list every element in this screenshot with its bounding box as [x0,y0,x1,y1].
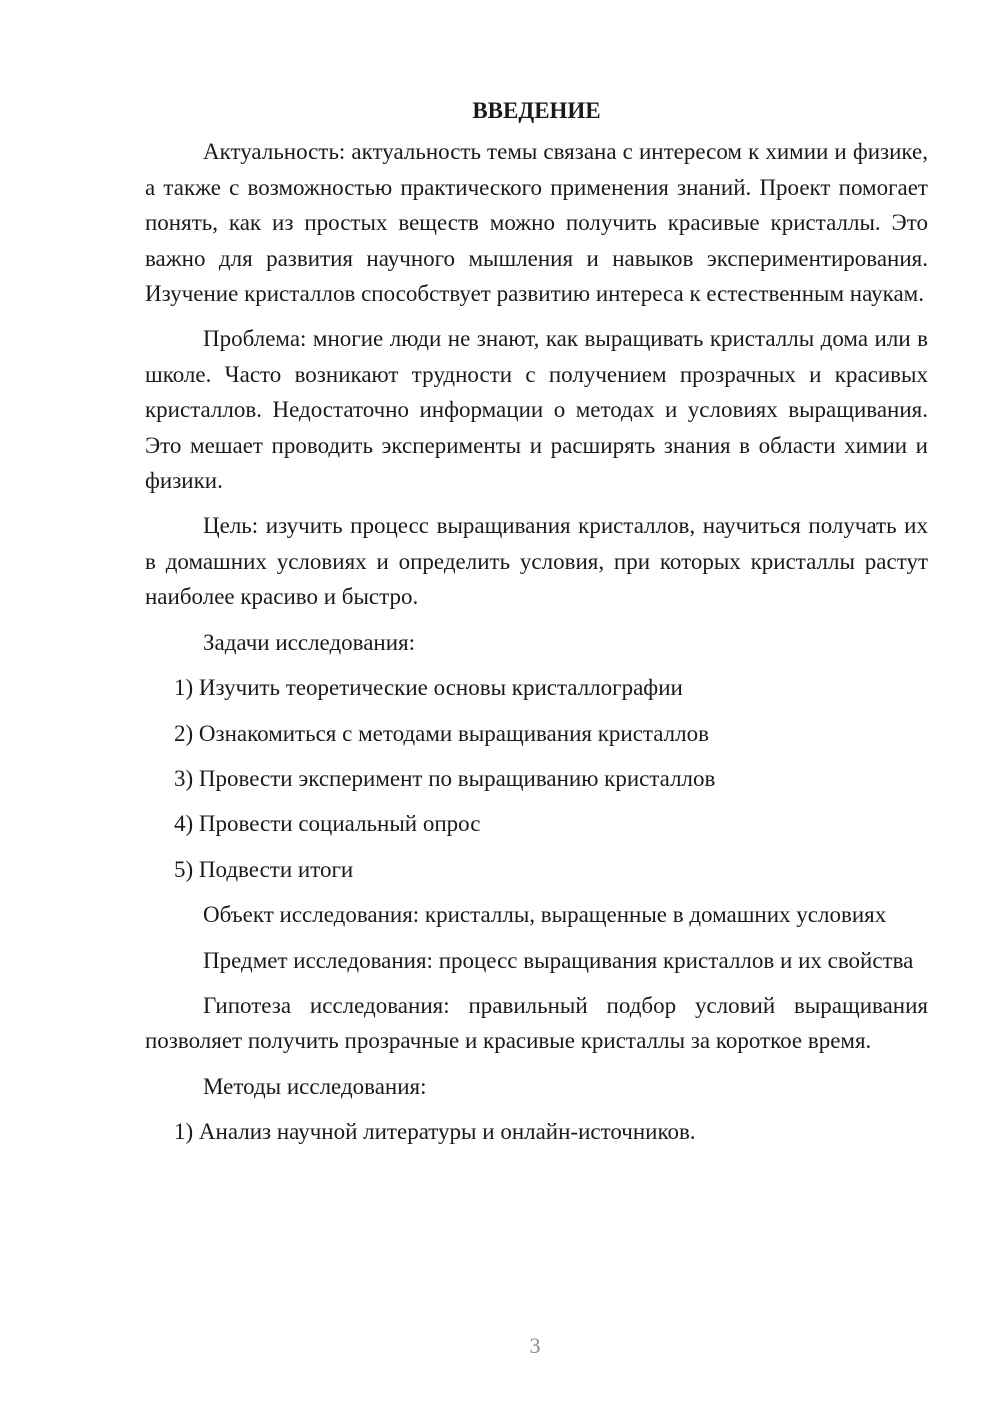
task-item: 2) Ознакомиться с методами выращивания кристаллов [174,720,709,746]
page-content [145,93,928,1160]
object-paragraph: Объект исследования: кристаллы, выращенные в домашних условиях [203,902,887,928]
task-item: 5) Подвести итоги [174,856,354,882]
subject-paragraph: Предмет исследования: процесс выращивания кристаллов и их свойства [203,947,914,973]
hypothesis-paragraph: Гипотеза исследования: правильный подбор условий выращивания позволяет получить прозрачные и красивые кристаллы за короткое время. [145,992,928,1054]
tasks-label: Задачи исследования: [203,629,416,655]
task-item: 1) Изучить теоретические основы кристаллографии [174,675,683,701]
task-item: 3) Провести эксперимент по выращиванию кристаллов [174,765,716,791]
methods-label: Методы исследования: [203,1073,427,1099]
relevance-paragraph: Актуальность: актуальность темы связана с интересом к химии и физике, а также с возможностью практического применения знаний. Проект помогает понять, как из простых веществ можно получить красивые кристаллы. Это важно для развития научного мышления и навыков экспериментирования. Изучение кристаллов способствует развитию интереса к естественным наукам. [145,139,928,307]
goal-paragraph: Цель: изучить процесс выращивания кристаллов, научиться получать их в домашних условиях и определить условия, при которых кристаллы растут наиболее красиво и быстро. [145,513,928,610]
page-number: 3 [529,1333,541,1358]
section-heading: ВВЕДЕНИЕ [472,98,601,123]
problem-paragraph: Проблема: многие люди не знают, как выращивать кристаллы дома или в школе. Часто возникают трудности с получением прозрачных и красивых кристаллов. Недостаточно информации о методах и условиях выращивания. Это мешает проводить эксперименты и расширять знания в области химии и физики. [145,326,928,494]
method-item: 1) Анализ научной литературы и онлайн-источников. [174,1119,696,1145]
task-item: 4) Провести социальный опрос [174,811,481,837]
